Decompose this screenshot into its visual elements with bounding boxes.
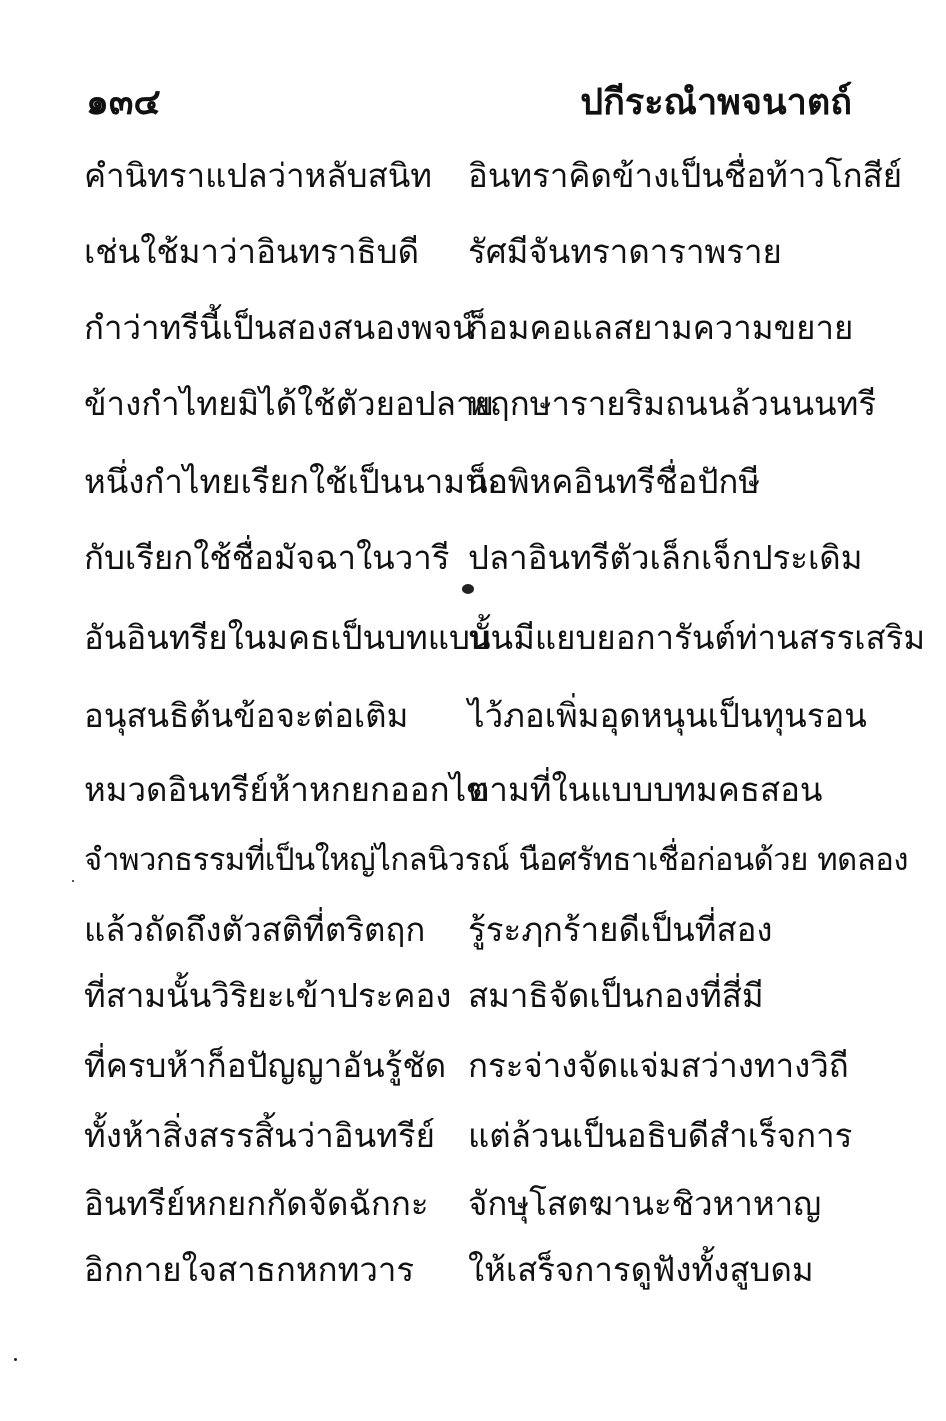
verse-line [0, 374, 946, 434]
verse-right-hemistich: นั้นมีแยบยอการันต์ท่านสรรเสริม [468, 618, 926, 657]
verse-right-hemistich: รู้ระฦกร้ายดีเป็นที่สอง [468, 910, 773, 949]
verse-right-hemistich: กระจ่างจัดแจ่มสว่างทางวิถี [468, 1046, 849, 1085]
verse-right-hemistich: ไว้ภอเพิ่มอุดหนุนเป็นทุนรอน [468, 696, 867, 735]
verse-line [0, 1240, 946, 1300]
verse-line [0, 686, 946, 746]
verse-line [0, 608, 946, 668]
verse-right-hemistich: ก็อพิหคอินทรีชื่อปักษี [468, 462, 761, 501]
page-number: ๑๓๔ [86, 81, 161, 123]
verse-left-hemistich: เช่นใช้มาว่าอินทราธิบดี [84, 232, 419, 271]
verse-left-hemistich: แล้วถัดถึงตัวสติที่ตริตฤก [84, 910, 426, 949]
verse-line [0, 452, 946, 512]
verse-line [0, 146, 946, 206]
verse-left-hemistich: ทั้งห้าสิ่งสรรสิ้นว่าอินทรีย์ [84, 1116, 435, 1155]
verse-right-hemistich: อินทราคิดข้างเป็นชื่อท้าวโกสีย์ [468, 156, 903, 195]
verse-left-hemistich: หนึ่งกำไทยเรียกใช้เป็นนามนก [84, 462, 508, 501]
verse-left-hemistich: กำว่าทรีนี้เป็นสองสนองพจน์ [84, 308, 475, 347]
verse-line [0, 1036, 946, 1096]
verse-left-hemistich: อิกกายใจสาธกหกทวาร [84, 1250, 415, 1289]
running-title: ปกีระณำพจนาตถ์ [580, 81, 852, 123]
verse-right-hemistich: จักษุโสตฆานะชิวหาหาญ [468, 1184, 822, 1223]
verse-right-hemistich: แต่ล้วนเป็นอธิบดีสำเร็จการ [468, 1116, 853, 1155]
verse-full-line: จำพวกธรรมที่เป็นใหญ่ไกลนิวรณ์ นือศรัทธาเชื่อก่อนด้วย ทดลอง [84, 842, 909, 878]
verse-right-hemistich: รัศมีจันทราดาราพราย [468, 232, 782, 271]
verse-line [0, 222, 946, 282]
verse-right-hemistich: ตามที่ในแบบบทมคธสอน [468, 770, 823, 809]
verse-left-hemistich: อันอินทรียในมคธเป็นบทแบบ [84, 618, 491, 657]
verse-left-hemistich: อินทรีย์หกยกกัดจัดฉักกะ [84, 1184, 429, 1223]
scan-speck [14, 1358, 17, 1361]
verse-right-hemistich: ปลาอินทรีตัวเล็กเจ็กประเดิม [468, 538, 863, 577]
verse-left-hemistich: อนุสนธิต้นข้อจะต่อเติม [84, 696, 409, 735]
verse-line [0, 966, 946, 1026]
verse-line [0, 1106, 946, 1166]
verse-left-hemistich: คำนิทราแปลว่าหลับสนิท [84, 156, 433, 195]
verse-left-hemistich: ข้างกำไทยมิได้ใช้ตัวยอปลาย [84, 384, 494, 423]
verse-line [0, 900, 946, 960]
scan-speck [72, 880, 74, 882]
verse-right-hemistich: สมาธิจัดเป็นกองที่สี่มี [468, 976, 764, 1015]
verse-line [0, 528, 946, 588]
verse-left-hemistich: กับเรียกใช้ชื่อมัจฉาในวารี [84, 538, 450, 577]
verse-left-hemistich: ที่ครบห้าก็อปัญญาอันรู้ชัด [84, 1046, 447, 1085]
verse-left-hemistich: หมวดอินทรีย์ห้าหกยกออกไข [84, 770, 489, 809]
verse-line [0, 830, 946, 890]
verse-right-hemistich: ก็อมคอแลสยามความขยาย [468, 308, 854, 347]
verse-line [0, 298, 946, 358]
verse-right-hemistich: พฤกษารายริมถนนล้วนนนทรี [468, 384, 877, 423]
verse-line [0, 760, 946, 820]
verse-line [0, 1174, 946, 1234]
verse-left-hemistich: ที่สามนั้นวิริยะเข้าประคอง [84, 976, 452, 1015]
verse-right-hemistich: ให้เสร็จการดูฟังทั้งสูบดม [468, 1250, 814, 1289]
scan-speck [462, 584, 474, 594]
